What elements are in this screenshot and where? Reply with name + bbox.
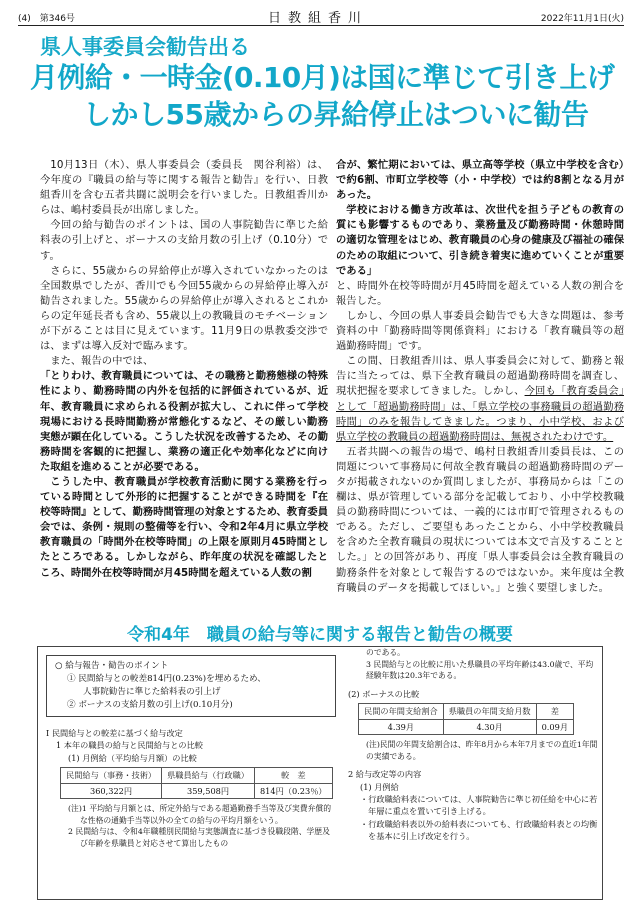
- paragraph: 10月13日（木）、県人事委員会（委員長 関谷利裕）は、今年度の『職員の給与等に関する報告と勧告』を行い、日教組香川を含む五者共闘に説明会を行いました。日教組香川からは、嶋村委員長が出席しました。: [40, 159, 328, 217]
- quoted-report: 学校における働き方改革は、次世代を担う子どもの教育の質にも影響するものであり、業務量及び勤務時間・休憩時間の適切な管理をはじめ、教育職員の心身の健康及び福祉の確保のための取組について、引き続き着実に進めていくことが重要である」: [336, 204, 624, 277]
- paragraph-text: この間、日教組香川は、県人事委員会に対して、勤務と報告に当たっては、県下全教育職員の超過勤務時間を調査し、現状把握を要求してきました。しかし、: [336, 355, 624, 398]
- table-cell: 4.39月: [359, 719, 444, 734]
- headline-sub: しかし55歳からの昇給停止はついに勧告: [83, 98, 589, 131]
- bullet-item: ・行政職給料表については、人事院勧告に準じ初任給を中心に若年層に重点を置いて引き上げる。: [360, 794, 598, 817]
- paragraph: と、時間外在校等時間が月45時間を超えている人数の割合を報告した。: [336, 279, 624, 307]
- monthly-pay-table: [60, 767, 333, 799]
- table-cell: 814円（0.23％）: [254, 783, 332, 798]
- table-header: 較 差: [254, 768, 332, 783]
- table-header: 民間の年間支給割合: [359, 704, 444, 719]
- points-box: [46, 655, 336, 717]
- paragraph: 今回の給与勧告のポイントは、国の人事院勧告に準じた給料表の引上げと、ボーナスの支給月数の引上げ（0.10分）です。: [40, 219, 328, 262]
- table-cell: 360,322円: [61, 783, 162, 798]
- quoted-report: 「とりわけ、教育職員については、その職務と勤務態様の特殊性により、勤務時間の内外を包括的に評価されているが、近年、教育職員に求められる役割が拡大し、これに伴って学校現場における長時間勤務が常態化するなど、その厳しい勤務実態が顕在化している。こうした状況を改善するため、その勤務時間を客観的に把握し、業務の適正化や効率化などに向けた取組を進めることが必要である。: [40, 370, 328, 473]
- issue-number: (4) 第346号: [18, 14, 75, 24]
- footnote: (注)民間の年間支給割合は、昨年8月から本年7月までの直近1年間の実績である。: [366, 740, 598, 761]
- section-heading: 1 本年の職員の給与と民間給与との比較: [56, 740, 203, 751]
- paragraph: しかし、今回の県人事委員会勧告でも大きな問題は、参考資料の中「勤務時間等関係資料」における「教育職員等の超過勤務時間」です。: [336, 309, 624, 353]
- quoted-report: こうした中、教育職員が学校教育活動に関する業務を行っている時間として外形的に把握することができる時間を『在校等時間』として、勤務時間管理の対象とするため、教育委員会では、条例・規則の整備等を行い、令和2年4月に県立学校教育職員の「時間外在校等時間」の上限を原則月45時間としたところである。しかしながら、昨年度の状況を確認したところ、時間外在校等時間が月45時間を超えている人数の割: [40, 475, 328, 579]
- table-header: 県職員給与（行政職）: [162, 768, 255, 783]
- paragraph: さらに、55歳からの昇給停止が導入されていなかったのは全国数県でしたが、香川でも今回55歳からの昇給停止導入が勧告されました。55歳からの昇給停止が導入されるとこれからの定年延長者も含め、55歳以上の教職員のモチベーションが下がることは目に見えています。11月9日の県教委交渉では、まずは導入反対で臨みます。: [40, 264, 328, 353]
- section-heading: (2) ボーナスの比較: [348, 688, 420, 699]
- section-heading: 2 給与改定等の内容: [348, 769, 422, 780]
- section-title: 令和4年 職員の給与等に関する報告と勧告の概要: [127, 625, 513, 645]
- quoted-report: 合が、繁忙期においては、県立高等学校（県立中学校を含む）で約6割、市町立学校等（小・中学校）では約8割となる月があった。: [336, 159, 624, 202]
- point-item: 人事院勧告に準じた給料表の引上げ: [83, 687, 221, 697]
- footnote: 2 民間給与は、令和4年職種別民間給与実態調査に基づき役職段階、学歴及び年齢を県職員と対応させて算出したもの: [68, 827, 330, 848]
- section-heading: (1) 月例給: [360, 781, 399, 792]
- underlined-text: 今回も「教育委員会」として「超過勤務時間」は、「県立学校の事務職員の超過勤務時間」のみを報告してきました。つまり、小中学校、および県立学校の教職員の超過勤務時間は、無視されたわけです。: [336, 385, 624, 443]
- kicker-heading: 県人事委員会勧告出る: [40, 35, 250, 59]
- footnote: のである。: [366, 648, 405, 657]
- point-item: ② ボーナスの支給月数の引上げ(0.10月分): [67, 700, 233, 710]
- section-heading: Ⅰ 民間給与との較差に基づく給与改定: [46, 728, 183, 738]
- footnote: (注)1 平均給与月額とは、所定外給与である超過勤務手当等及び実費弁償的な性格の通勤手当等以外の全ての給与の平均月額をいう。: [68, 804, 332, 825]
- table-header: 差: [536, 704, 573, 719]
- paragraph: 五者共闘への報告の場で、嶋村日教組香川委員長は、この問題について事務局に何故全教育職員の超過勤務時間のデータが掲載されないのか質問しましたが、事務局からは「この欄は、県が管理している部分を記載しており、小中学校教職員の勤務時間については、一義的には市町で管理されるものである。ただし、ご要望もあったことから、小中学校教職員を含めた全教育職員の現状については本文で言及することとした。」との回答があり、再度「県人事委員会は全教育職員の勤務条件を対象として報告するのではないか。来年度は全教育職員のデータを掲載してほしい。」と強く要望しました。: [336, 445, 624, 594]
- bonus-table: [358, 703, 574, 735]
- table-cell: 4.30月: [443, 719, 536, 734]
- points-title: ○ 給与報告・勧告のポイント: [55, 661, 169, 671]
- issue-date: 2022年11月1日(火): [540, 14, 624, 24]
- table-header: 県職員の年間支給月数: [443, 704, 536, 719]
- headline-main: 月例給・一時金(0.10月)は国に準じて引き上げ: [30, 61, 615, 94]
- paragraph: [336, 354, 624, 445]
- table-cell: 0.09月: [536, 719, 573, 734]
- summary-box: [37, 646, 603, 900]
- table-cell: 359,508円: [162, 783, 255, 798]
- article-column-left: [40, 158, 328, 581]
- summary-right: [344, 647, 599, 843]
- section-heading: (1) 月例給（平均給与月額）の比較: [68, 752, 197, 763]
- bullet-item: ・行政職給料表以外の給料表についても、行政職給料表との均衡を基本に引上げ改定を行う。: [360, 818, 598, 842]
- article-column-right: [336, 158, 624, 596]
- point-item: ① 民間給与との較差814円(0.23%)を埋めるため、: [67, 674, 266, 684]
- paper-title: 日教組香川: [268, 11, 369, 26]
- masthead: [18, 6, 624, 26]
- footnote: 3 民間給与との比較に用いた県職員の平均年齢は43.0歳で、平均経験年数は20.3年である。: [366, 659, 594, 681]
- table-header: 民間給与（事務・技術）: [61, 768, 162, 783]
- summary-left: [46, 655, 336, 849]
- paragraph: また、報告の中では、: [50, 355, 154, 368]
